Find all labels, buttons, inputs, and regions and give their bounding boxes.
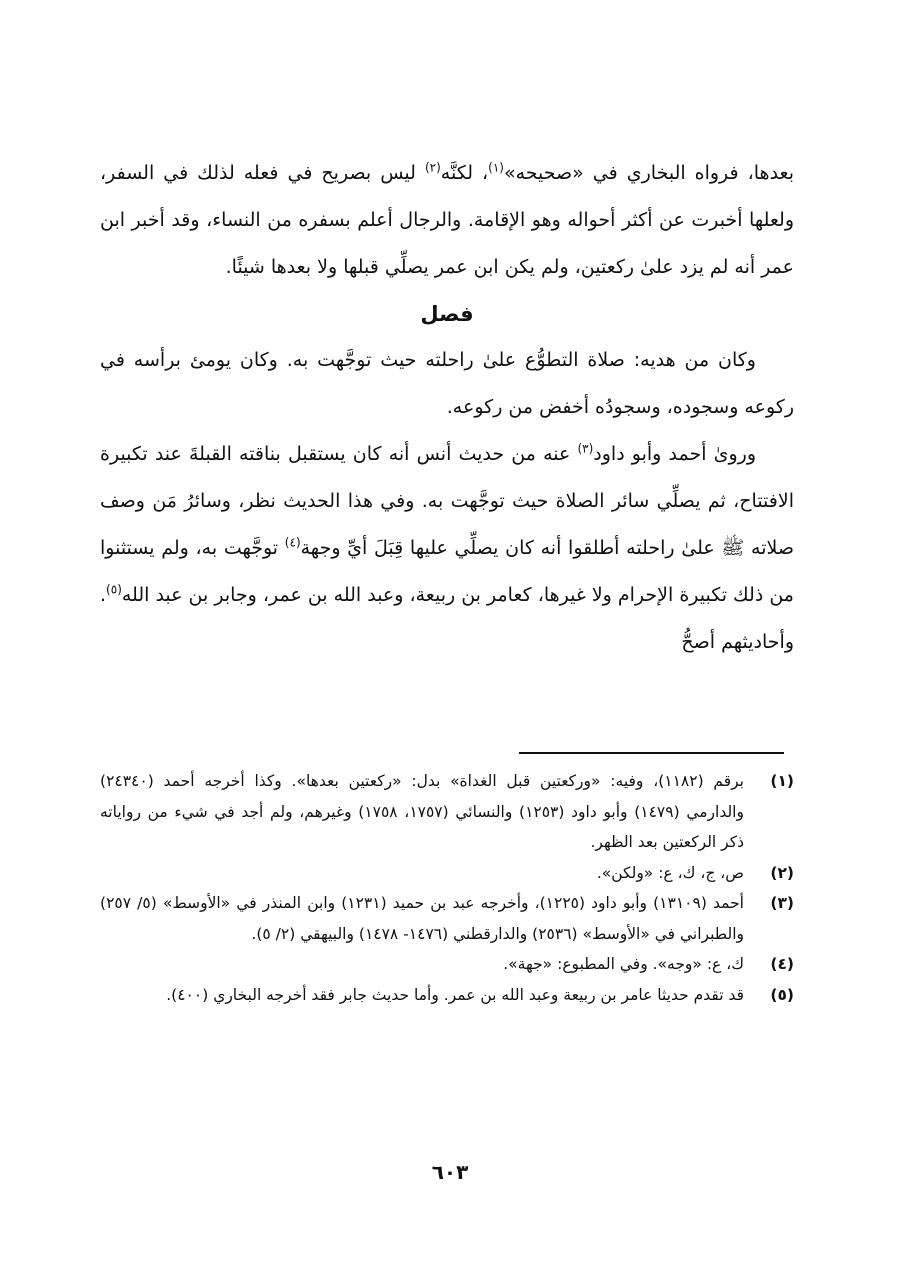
footnote-text: ك، ع: «وجه». وفي المطبوع: «جهة». <box>503 955 744 973</box>
footnote-text: أحمد (١٣١٠٩) وأبو داود (١٢٢٥)، وأخرجه عبد بن حميد (١٢٣١) وابن المنذر في «الأوسط» (٥/ ٢٥٧) والطبراني في «الأوسط» (٢٥٣٦) والدارقطني (١٤٧٦- ١٤٧٨) والبيهقي (٢/ ٥). <box>100 894 744 943</box>
paragraph-3 <box>100 431 794 666</box>
footnote-number: (٥) <box>770 985 794 1004</box>
footnote-1 <box>100 766 794 858</box>
footnote-text: ص، ج، ك، ع: «ولكن». <box>596 863 744 882</box>
footnote-number: (٢) <box>770 863 794 882</box>
footnote-ref-3[interactable]: (٣) <box>577 441 594 456</box>
footnote-ref-2[interactable]: (٢) <box>424 160 441 175</box>
footnote-separator <box>519 752 784 754</box>
footnote-ref-5[interactable]: (٥) <box>106 582 122 597</box>
paragraph-1-text: ليس بصريح في فعله لذلك في السفر، ولعلها أخبرت عن أكثر أحواله وهو الإقامة. والرجال أعلم بسفره من النساء، وقد أخبر ابن عمر أنه لم يزد علىٰ ركعتين، ولم يكن ابن عمر يصلِّي قبلها ولا بعدها شيئًا. <box>100 162 794 278</box>
paragraph-2: وكان من هديه: صلاة التطوُّع علىٰ راحلته حيث توجَّهت به. وكان يومئ برأسه في ركوعه وسجوده، وسجودُه أخفض من ركوعه. <box>100 349 794 418</box>
footnote-2 <box>100 858 794 889</box>
paragraph-1-text: بعدها، فرواه البخاري في «صحيحه» <box>503 162 794 184</box>
page-number: ٦٠٣ <box>431 1160 469 1184</box>
footnote-text: برقم (١١٨٢)، وفيه: «وركعتين قبل الغداة» بدل: «ركعتين بعدها». وكذا أخرجه أحمد (٢٤٣٤٠) والدارمي (١٤٧٩) وأبو داود (١٢٥٣) والنسائي (١٧٥٧، ١٧٥٨) وغيرهم، ولم أجد في شيء من رواياته ذكر الركعتين بعد الظهر. <box>100 772 744 851</box>
footnote-5 <box>100 980 794 1011</box>
footnote-ref-1[interactable]: (١) <box>488 160 504 175</box>
paragraph-3-text: توجَّهت به، ولم يستثنوا من ذلك تكبيرة الإحرام ولا غيرها، كعامر بن ربيعة، وعبد الله بن عمر، وجابر بن عبد الله <box>100 537 794 606</box>
footnote-ref-4[interactable]: (٤) <box>284 535 301 550</box>
paragraph-1 <box>100 150 794 291</box>
footnote-number: (١) <box>770 772 794 790</box>
paragraph-3-text: . وأحاديثهم أصحُّ <box>100 584 794 653</box>
main-text <box>100 150 794 666</box>
paragraph-3-text: عنه من حديث أنس أنه كان يستقبل بناقته القبلةَ عند تكبيرة الافتتاح، ثم يصلِّي سائر الصلاة حيث توجَّهت به. وفي هذا الحديث نظر، وسائرُ مَن وصف صلاته ﷺ علىٰ راحلته أطلقوا أنه كان يصلِّي عليها قِبَلَ أيِّ وجهة <box>100 443 794 559</box>
footnotes <box>100 766 794 1010</box>
footnote-3 <box>100 888 794 949</box>
paragraph-1-text: ، لكنَّه <box>440 162 489 184</box>
footnote-text: قد تقدم حديثا عامر بن ربيعة وعبد الله بن عمر. وأما حديث جابر فقد أخرجه البخاري (٤٠٠). <box>166 985 744 1004</box>
footnote-number: (٣) <box>770 894 794 912</box>
paragraph-3-text: وروىٰ أحمد وأبو داود <box>593 443 756 465</box>
footnote-4 <box>100 949 794 980</box>
section-heading: فصل <box>420 302 474 326</box>
footnote-number: (٤) <box>770 955 794 973</box>
